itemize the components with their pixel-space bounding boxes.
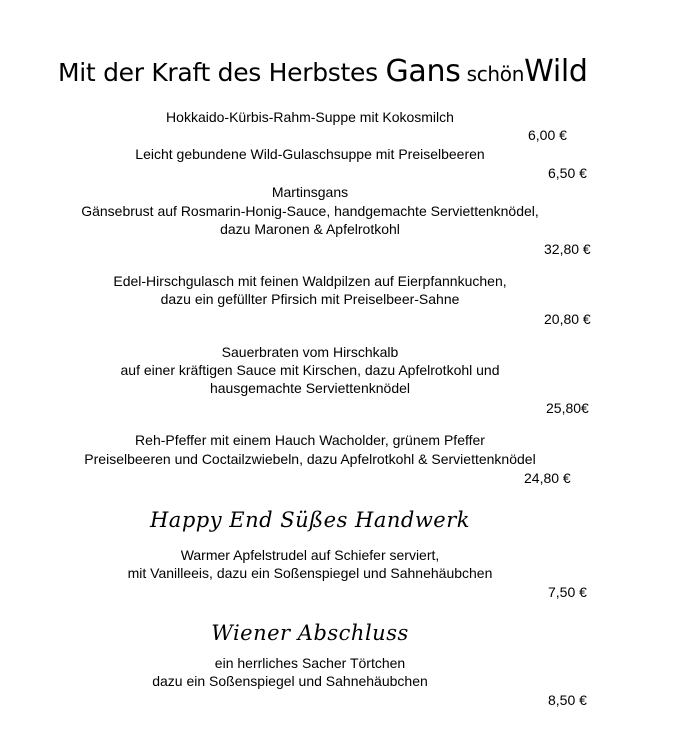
item-5-line-3: hausgemachte Serviettenknödel — [209, 380, 411, 396]
item-6-line-1: Reh-Pfeffer mit einem Hauch Wacholder, grünem Pfeffer — [135, 432, 485, 448]
dessert-line-1: Warmer Apfelstrudel auf Schiefer serviert, — [180, 547, 440, 563]
item-5-line-1: Sauerbraten vom Hirschkalb — [221, 344, 399, 360]
dessert-line-2: mit Vanilleeis, dazu ein Soßenspiegel und Sahnehäubchen — [127, 565, 493, 581]
title-part-1: Mit der Kraft des Herbstes — [58, 58, 386, 87]
final-price: 8,50 € — [548, 692, 587, 708]
title-part-2: Gans — [385, 54, 461, 89]
item-3-line-1: Martinsgans — [271, 184, 349, 200]
item-4-line-1: Edel-Hirschgulasch mit feinen Waldpilzen auf Eierpfannkuchen, — [113, 273, 507, 289]
item-1-price: 6,00 € — [528, 127, 567, 143]
item-3-line-2: Gänsebrust auf Rosmarin-Honig-Sauce, handgemachte Serviettenknödel, — [81, 203, 539, 219]
title-part-3: schön — [460, 62, 525, 86]
item-1-line-1: Hokkaido-Kürbis-Rahm-Suppe mit Kokosmilch — [166, 109, 454, 125]
final-line-2: dazu ein Soßenspiegel und Sahnehäubchen — [152, 673, 428, 689]
item-6-price: 24,80 € — [524, 470, 571, 486]
item-4-line-2: dazu ein gefüllter Pfirsich mit Preiselbeer-Sahne — [160, 291, 460, 307]
title-part-4: Wild — [524, 54, 588, 89]
item-5-price: 25,80€ — [546, 400, 589, 416]
item-2-price: 6,50 € — [548, 165, 587, 181]
item-3-price: 32,80 € — [544, 241, 591, 257]
item-3-line-3: dazu Maronen & Apfelrotkohl — [220, 221, 400, 237]
final-line-1: ein herrliches Sacher Törtchen — [214, 655, 406, 671]
item-2-line-1: Leicht gebundene Wild-Gulaschsuppe mit Preiselbeeren — [135, 146, 485, 162]
item-5-line-2: auf einer kräftigen Sauce mit Kirschen, dazu Apfelrotkohl und — [120, 362, 500, 378]
final-heading: Wiener Abschluss — [211, 621, 409, 645]
menu-title — [58, 54, 588, 92]
dessert-heading: Happy End Süßes Handwerk — [149, 508, 471, 532]
item-4-price: 20,80 € — [544, 311, 591, 327]
dessert-price: 7,50 € — [548, 584, 587, 600]
item-6-line-2: Preiselbeeren und Coctailzwiebeln, dazu Apfelrotkohl & Serviettenknödel — [84, 451, 536, 467]
